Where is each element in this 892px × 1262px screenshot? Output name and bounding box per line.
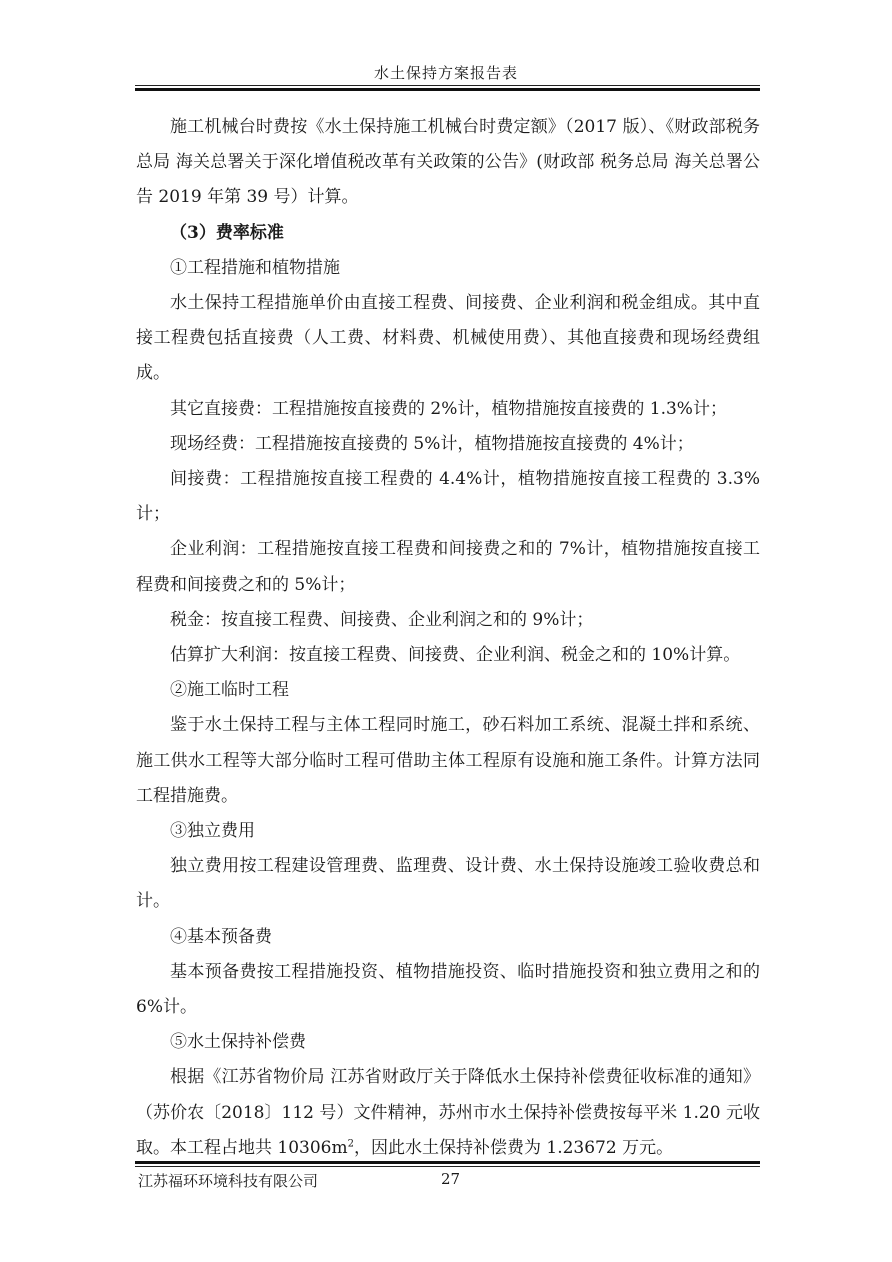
compensation-text-b: ，因此水土保持补偿费为 1.23672 万元。 [353,1137,674,1158]
header-title: 水土保持方案报告表 [373,64,518,82]
paragraph: 间接费：工程措施按直接工程费的 4.4%计，植物措施按直接工程费的 3.3%计； [136,469,760,525]
paragraph: 企业利润：工程措施按直接工程费和间接费之和的 7%计，植物措施按直接工程费和间接费之和的 5%计； [136,539,760,595]
compensation-text-a: 根据《江苏省物价局 江苏省财政厅关于降低水土保持补偿费征收标准的通知》（苏价农〔2018〕112 号）文件精神，苏州市水土保持补偿费按每平米 1.20 元收取。本工程占地共 10306m [136,1067,760,1158]
subsection-heading: ①工程措施和植物措施 [170,257,340,278]
paragraph: 水土保持工程措施单价由直接工程费、间接费、企业利润和税金组成。其中直接工程费包括直接费（人工费、材料费、机械使用费）、其他直接费和现场经费组成。 [136,293,760,384]
paragraph: 基本预备费按工程措施投资、植物措施投资、临时措施投资和独立费用之和的 6%计。 [136,961,760,1018]
subsection-heading: ②施工临时工程 [170,680,289,701]
footer-rule-thick [135,1161,760,1164]
paragraph-compensation [136,1060,760,1166]
paragraph: 其它直接费：工程措施按直接费的 2%计，植物措施按直接费的 1.3%计； [170,398,727,419]
paragraph: 施工机械台时费按《水土保持施工机械台时费定额》（2017 版）、《财政部税务总局 海关总署关于深化增值税改革有关政策的公告》(财政部 税务总局 海关总署公告 2019 年第 39 号）计算。 [136,117,760,208]
header-rule-thin [135,85,760,86]
paragraph: 税金：按直接工程费、间接费、企业利润之和的 9%计； [170,609,594,630]
subsection-heading: ③独立费用 [170,821,255,842]
area-unit-superscript: 2 [347,1138,354,1150]
paragraph: 独立费用按工程建设管理费、监理费、设计费、水土保持设施竣工验收费总和计。 [136,856,760,912]
section-heading: （3）费率标准 [170,222,284,243]
paragraph: 现场经费：工程措施按直接费的 5%计，植物措施按直接费的 4%计； [170,433,694,454]
subsection-heading: ④基本预备费 [170,926,272,947]
page-number: 27 [441,1170,461,1188]
footer-company: 江苏福环环境科技有限公司 [138,1172,319,1190]
body-content [136,110,760,1166]
footer-rule-thin [135,1166,760,1167]
paragraph: 鉴于水土保持工程与主体工程同时施工，砂石料加工系统、混凝土拌和系统、施工供水工程等大部分临时工程可借助主体工程原有设施和施工条件。计算方法同工程措施费。 [136,715,760,806]
subsection-heading: ⑤水土保持补偿费 [170,1032,306,1053]
header-rule-thick [135,88,760,91]
paragraph: 估算扩大利润：按直接工程费、间接费、企业利润、税金之和的 10%计算。 [170,645,741,666]
